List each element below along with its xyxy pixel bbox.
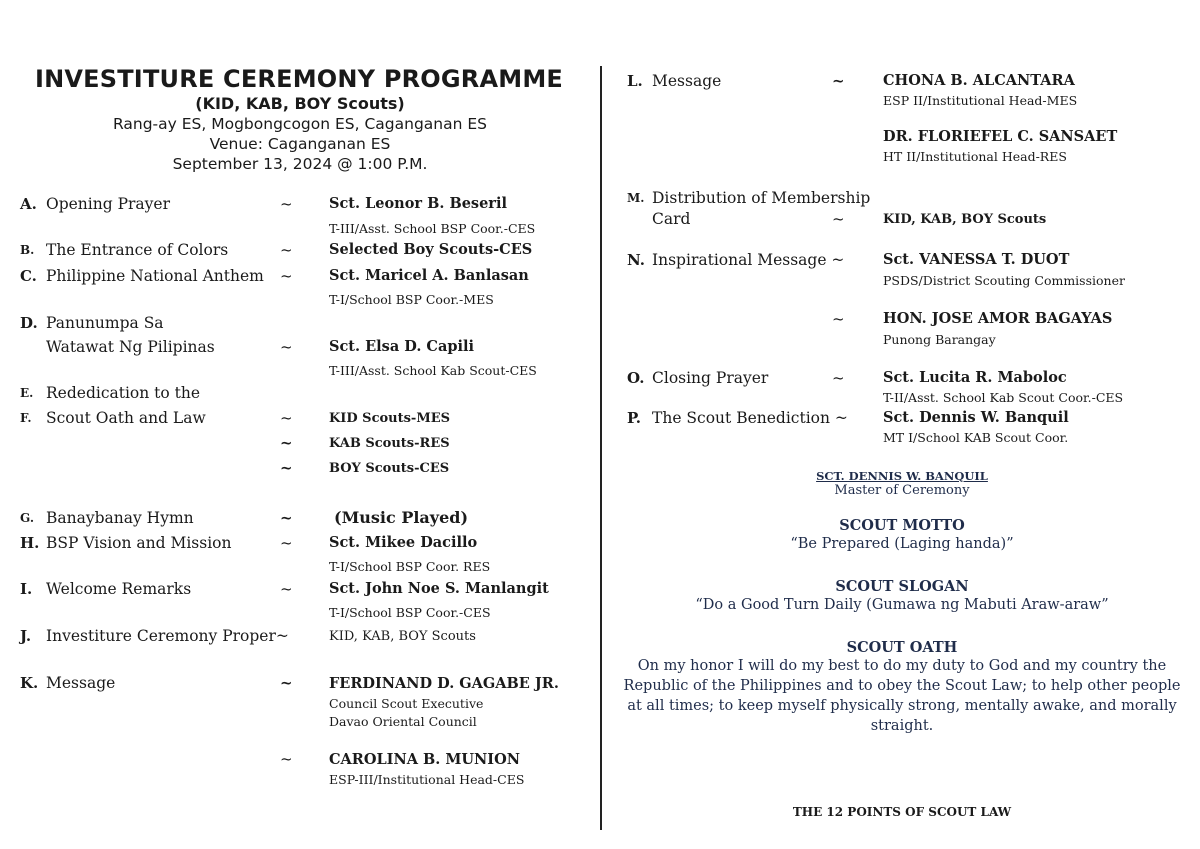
item-letter: F. — [20, 411, 32, 425]
item-position: PSDS/District Scouting Commissioner — [883, 273, 1125, 288]
tilde-separator: ~ — [280, 750, 293, 768]
item-position: ESP II/Institutional Head-MES — [883, 93, 1078, 108]
item-letter: M. — [627, 191, 645, 205]
item-group: KID Scouts-MES — [329, 411, 451, 426]
tilde-separator: ~ — [832, 369, 845, 387]
scout-slogan — [604, 578, 1200, 615]
item-activity: Investiture Ceremony Proper~ — [46, 627, 289, 645]
item-activity-line1: Distribution of Membership — [652, 189, 871, 207]
tilde-separator: ~ — [280, 580, 293, 598]
mc-name: SCT. DENNIS W. BANQUIL — [816, 469, 988, 483]
item-activity: The Scout Benediction ~ — [652, 409, 848, 427]
tilde-separator: ~ — [832, 72, 845, 90]
motto-text: “Be Prepared (Laging handa)” — [790, 536, 1014, 552]
tilde-separator: ~ — [280, 409, 293, 427]
programme-left-column — [20, 64, 580, 174]
item-letter: C. — [20, 267, 37, 285]
item-activity: Opening Prayer — [46, 195, 170, 213]
scout-law-heading — [604, 805, 1200, 819]
item-position: Council Scout Executive — [329, 696, 484, 711]
venue-line: Venue: Caganganan ES — [209, 135, 391, 153]
item-activity: Banaybanay Hymn — [46, 509, 194, 527]
tilde-separator: ~ — [280, 509, 293, 527]
item-letter: H. — [20, 534, 40, 552]
item-position: Davao Oriental Council — [329, 714, 477, 729]
tilde-separator: ~ — [280, 534, 293, 552]
item-letter: D. — [20, 314, 38, 332]
item-activity: Rededication to the — [46, 384, 201, 402]
master-of-ceremony — [604, 469, 1200, 498]
item-position: HT II/Institutional Head-RES — [883, 149, 1067, 164]
tilde-separator: ~ — [832, 210, 845, 228]
item-letter: P. — [627, 409, 642, 427]
item-group: KAB Scouts-RES — [329, 436, 450, 451]
slogan-title: SCOUT SLOGAN — [835, 578, 969, 595]
schools-line: Rang-ay ES, Mogbongcogon ES, Caganganan ES — [112, 115, 488, 133]
item-activity: Scout Oath and Law — [46, 409, 206, 427]
item-activity: Closing Prayer — [652, 369, 769, 387]
item-position: T-III/Asst. School Kab Scout-CES — [329, 363, 537, 378]
item-activity-line2: Card — [652, 210, 691, 228]
item-person: KID, KAB, BOY Scouts — [883, 212, 1047, 227]
programme-header — [20, 64, 580, 174]
item-activity: Inspirational Message ~ — [652, 251, 845, 269]
oath-line: Republic of the Philippines and to obey the Scout Law; to help other people — [623, 678, 1181, 694]
tilde-separator: ~ — [280, 434, 293, 452]
item-activity: Message — [46, 674, 116, 692]
oath-line: straight. — [870, 718, 934, 734]
item-person: Selected Boy Scouts-CES — [329, 241, 533, 258]
page-title: INVESTITURE CEREMONY PROGRAMME — [34, 65, 564, 93]
item-position: T-I/School BSP Coor.-CES — [329, 605, 491, 620]
item-person: Sct. Leonor B. Beseril — [329, 195, 507, 212]
item-position: ESP-III/Institutional Head-CES — [329, 772, 525, 787]
column-divider — [600, 66, 602, 830]
mc-role: Master of Ceremony — [834, 483, 970, 498]
motto-title: SCOUT MOTTO — [839, 517, 965, 534]
item-letter: E. — [20, 386, 34, 400]
tilde-separator: ~ — [280, 195, 293, 213]
oath-title: SCOUT OATH — [846, 639, 958, 656]
item-person: Sct. Mikee Dacillo — [329, 534, 478, 551]
item-position: T-III/Asst. School BSP Coor.-CES — [329, 221, 536, 236]
item-person: KID, KAB, BOY Scouts — [329, 629, 476, 644]
tilde-separator: ~ — [280, 674, 293, 692]
item-person: Sct. Lucita R. Maboloc — [883, 369, 1067, 386]
item-position: T-I/School BSP Coor.-MES — [329, 292, 494, 307]
slogan-text: “Do a Good Turn Daily (Gumawa ng Mabuti Araw-araw” — [695, 597, 1109, 613]
tilde-separator: ~ — [280, 338, 293, 356]
item-person: Sct. Maricel A. Banlasan — [329, 267, 529, 284]
item-person: Sct. Elsa D. Capili — [329, 338, 475, 355]
page-subtitle: (KID, KAB, BOY Scouts) — [195, 94, 405, 113]
item-letter: O. — [627, 369, 645, 387]
scout-motto — [604, 517, 1200, 554]
law-title: THE 12 POINTS OF SCOUT LAW — [792, 805, 1012, 819]
oath-line: On my honor I will do my best to do my duty to God and my country the — [637, 658, 1167, 674]
item-person: DR. FLORIEFEL C. SANSAET — [883, 128, 1118, 145]
item-letter: B. — [20, 243, 35, 257]
item-letter: I. — [20, 580, 33, 598]
item-position: T-I/School BSP Coor. RES — [329, 559, 491, 574]
item-person: Sct. Dennis W. Banquil — [883, 409, 1069, 426]
item-letter: K. — [20, 674, 39, 692]
item-activity: Message — [652, 72, 722, 90]
item-position: MT I/School KAB Scout Coor. — [883, 430, 1069, 445]
item-letter: L. — [627, 72, 643, 90]
tilde-separator: ~ — [280, 267, 293, 285]
item-person: HON. JOSE AMOR BAGAYAS — [883, 310, 1113, 327]
item-letter: G. — [20, 511, 34, 525]
item-letter: A. — [20, 195, 37, 213]
item-activity: Welcome Remarks — [46, 580, 192, 598]
item-person: Sct. John Noe S. Manlangit — [329, 580, 549, 597]
item-person: Sct. VANESSA T. DUOT — [883, 251, 1070, 268]
tilde-separator: ~ — [280, 459, 293, 477]
oath-line: at all times; to keep myself physically strong, mentally awake, and morally — [627, 698, 1177, 714]
item-letter: N. — [627, 251, 645, 269]
item-person: FERDINAND D. GAGABE JR. — [329, 675, 559, 692]
tilde-separator: ~ — [832, 310, 845, 328]
item-letter: J. — [20, 627, 32, 645]
item-activity-line2: Watawat Ng Pilipinas — [46, 338, 215, 356]
date-line: September 13, 2024 @ 1:00 P.M. — [172, 155, 428, 173]
item-group: BOY Scouts-CES — [329, 461, 450, 476]
item-position: Punong Barangay — [883, 332, 996, 347]
item-activity-line1: Panunumpa Sa — [46, 314, 164, 332]
item-position: T-II/Asst. School Kab Scout Coor.-CES — [883, 390, 1124, 405]
item-person: (Music Played) — [334, 508, 469, 527]
item-activity: Philippine National Anthem — [46, 267, 264, 285]
tilde-separator: ~ — [280, 241, 293, 259]
scout-oath — [604, 639, 1200, 736]
item-person: CHONA B. ALCANTARA — [883, 72, 1075, 89]
item-activity: BSP Vision and Mission — [46, 534, 232, 552]
item-person: CAROLINA B. MUNION — [329, 751, 520, 768]
item-activity: The Entrance of Colors — [46, 241, 229, 259]
